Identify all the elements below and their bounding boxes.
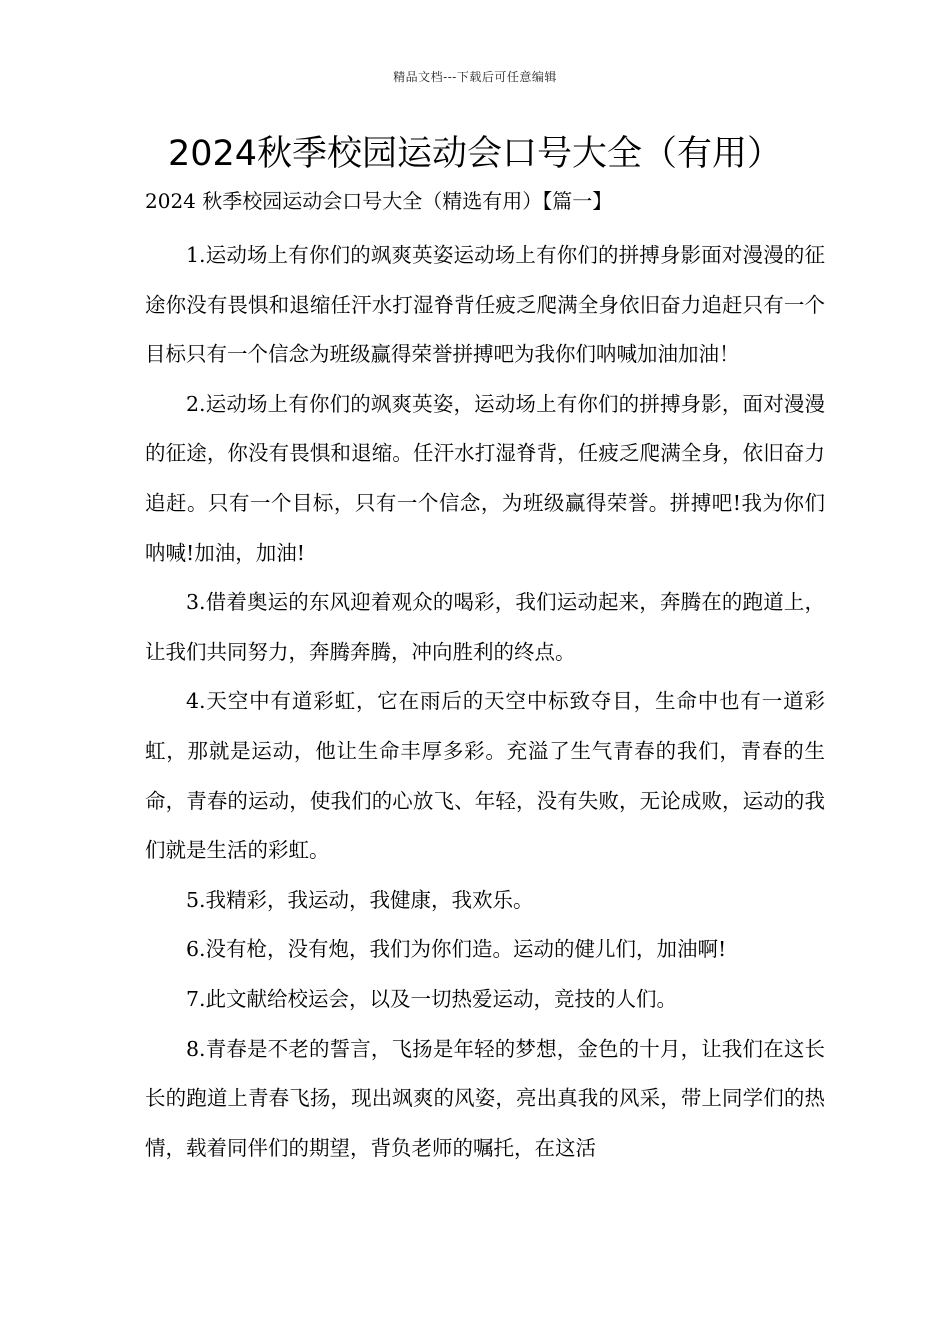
slogan-paragraph-4: 4.天空中有道彩虹，它在雨后的天空中标致夺目，生命中也有一道彩虹，那就是运动，他让生命丰厚多彩。充溢了生气青春的我们，青春的生命，青春的运动，使我们的心放飞、年轻，没有失败，无论成败，运动的我们就是生活的彩虹。 bbox=[145, 689, 825, 863]
header-note: 精品文档---下载后可任意编辑 bbox=[393, 70, 557, 84]
slogan-paragraph-8: 8.青春是不老的誓言，飞扬是年轻的梦想，金色的十月，让我们在这长长的跑道上青春飞扬，现出飒爽的风姿，亮出真我的风采，带上同学们的热情，载着同伴们的期望，背负老师的嘱托，在这活 bbox=[145, 1036, 825, 1160]
slogan-paragraph-6: 6.没有枪，没有炮，我们为你们造。运动的健儿们，加油啊! bbox=[186, 937, 727, 962]
slogan-paragraph-5: 5.我精彩，我运动，我健康，我欢乐。 bbox=[186, 887, 534, 912]
document-title: 2024秋季校园运动会口号大全（有用） bbox=[167, 134, 783, 174]
slogan-paragraph-3: 3.借着奥运的东风迎着观众的喝彩，我们运动起来，奔腾在的跑道上，让我们共同努力，奔腾奔腾，冲向胜利的终点。 bbox=[145, 590, 825, 664]
slogan-paragraph-1: 1.运动场上有你们的飒爽英姿运动场上有你们的拼搏身影面对漫漫的征途你没有畏惧和退缩任汗水打湿脊背任疲乏爬满全身依旧奋力追赶只有一个目标只有一个信念为班级赢得荣誉拼搏吧为我你们呐喊加油加油！ bbox=[145, 243, 825, 367]
slogan-paragraph-2: 2.运动场上有你们的飒爽英姿，运动场上有你们的拼搏身影，面对漫漫的征途，你没有畏惧和退缩。任汗水打湿脊背，任疲乏爬满全身，依旧奋力追赶。只有一个目标，只有一个信念，为班级赢得荣誉。拼搏吧!我为你们呐喊!加油，加油! bbox=[145, 391, 825, 565]
document-body bbox=[145, 231, 825, 1173]
slogan-paragraph-7: 7.此文献给校运会，以及一切热爱运动，竞技的人们。 bbox=[186, 986, 678, 1011]
section-subtitle: 2024 秋季校园运动会口号大全（精选有用）【篇一】 bbox=[145, 189, 613, 213]
